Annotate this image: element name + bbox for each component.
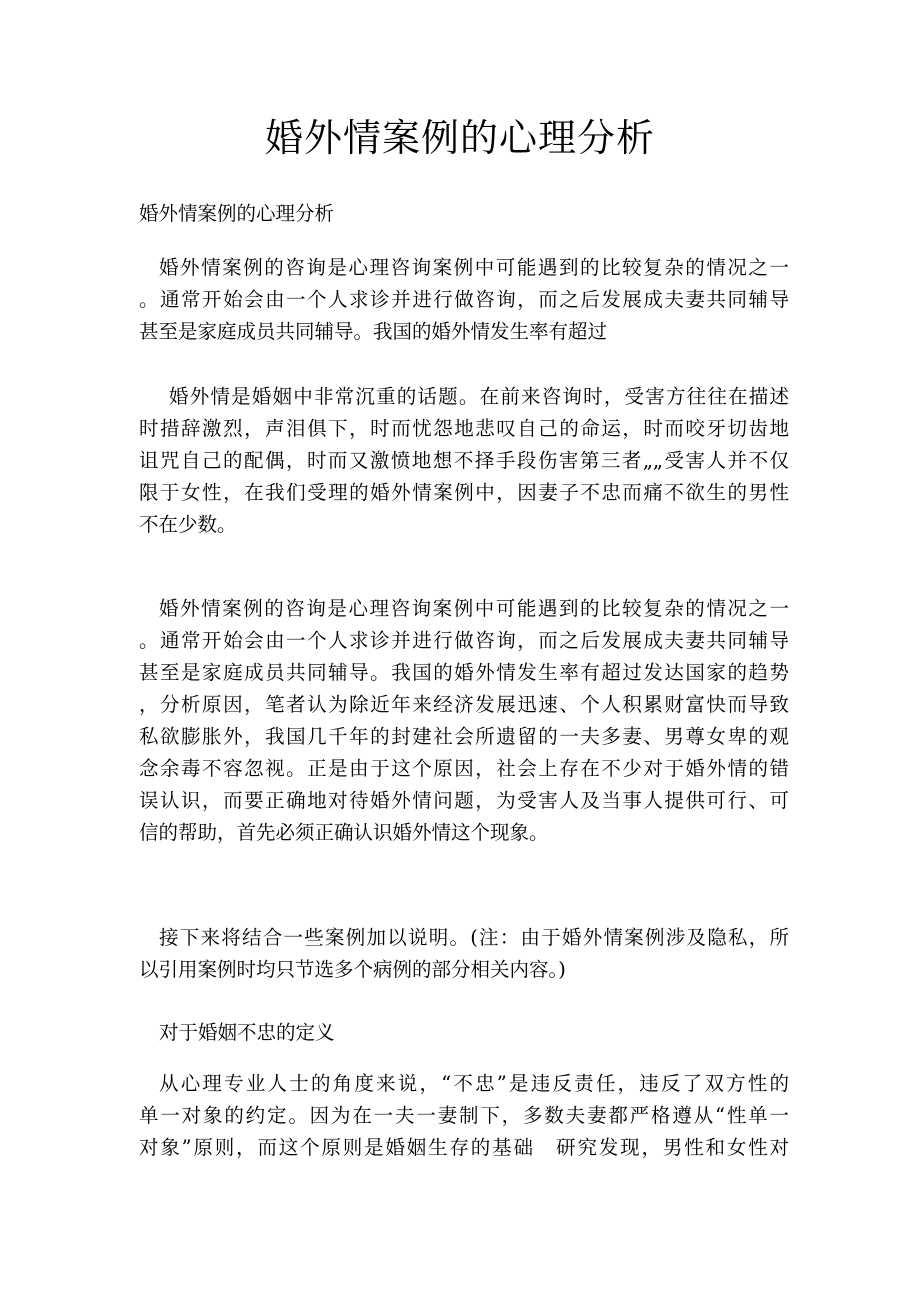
paragraph	[139, 593, 789, 849]
document-title: 婚外情案例的心理分析	[264, 116, 655, 160]
paragraph-line: 婚外情案例的咨询是心理咨询案例中可能遇到的比较复杂的情况之一	[159, 256, 789, 279]
paragraph-line: 从心理专业人士的角度来说，“不忠”是违反责任，违反了双方性的	[159, 1072, 789, 1095]
paragraph-line: 诅咒自己的配偶，时而又激愤地想不择手段伤害第三者„„受害人并不仅	[139, 449, 789, 472]
paragraph-line: 婚外情是婚姻中非常沉重的话题。在前来咨询时，受害方往往在描述	[169, 385, 789, 408]
paragraph-line: 接下来将结合一些案例加以说明。(注：由于婚外情案例涉及隐私，所	[159, 926, 789, 949]
paragraph-line: 不在少数。	[139, 513, 237, 536]
paragraph-line: 时措辞激烈，声泪俱下，时而忧怨地悲叹自己的命运，时而咬牙切齿地	[139, 417, 789, 440]
paragraph	[139, 252, 789, 348]
paragraph-line: 对象”原则，而这个原则是婚姻生存的基础 研究发现，男性和女性对	[139, 1136, 789, 1159]
paragraph-line: 误认识，而要正确地对待婚外情问题，为受害人及当事人提供可行、可	[139, 789, 789, 812]
paragraph-line: 。通常开始会由一个人求诊并进行做咨询，而之后发展成夫妻共同辅导	[139, 288, 789, 311]
paragraph-line: 甚至是家庭成员共同辅导。我国的婚外情发生率有超过	[139, 320, 608, 343]
paragraph-line: 限于女性，在我们受理的婚外情案例中，因妻子不忠而痛不欲生的男性	[139, 481, 789, 504]
paragraph-line: 。通常开始会由一个人求诊并进行做咨询，而之后发展成夫妻共同辅导	[139, 629, 789, 652]
paragraph-line: 对于婚姻不忠的定义	[159, 1021, 335, 1044]
document-subtitle: 婚外情案例的心理分析	[139, 202, 335, 225]
section-heading	[139, 1017, 789, 1049]
paragraph-line: 私欲膨胀外，我国几千年的封建社会所遗留的一夫多妻、男尊女卑的观	[139, 725, 789, 748]
paragraph	[139, 1068, 789, 1164]
paragraph-line: 念余毒不容忽视。正是由于这个原因，社会上存在不少对于婚外情的错	[139, 757, 789, 780]
paragraph-line: 单一对象的约定。因为在一夫一妻制下，多数夫妻都严格遵从“性单一	[139, 1104, 789, 1127]
paragraph	[139, 922, 789, 986]
paragraph-line: ，分析原因，笔者认为除近年来经济发展迅速、个人积累财富快而导致	[139, 693, 789, 716]
paragraph-line: 甚至是家庭成员共同辅导。我国的婚外情发生率有超过发达国家的趋势	[139, 661, 789, 684]
paragraph-line: 婚外情案例的咨询是心理咨询案例中可能遇到的比较复杂的情况之一	[159, 597, 789, 620]
paragraph-line: 信的帮助，首先必须正确认识婚外情这个现象。	[139, 821, 549, 844]
paragraph-line: 以引用案例时均只节选多个病例的部分相关内容。)	[139, 958, 566, 981]
paragraph	[139, 381, 789, 541]
